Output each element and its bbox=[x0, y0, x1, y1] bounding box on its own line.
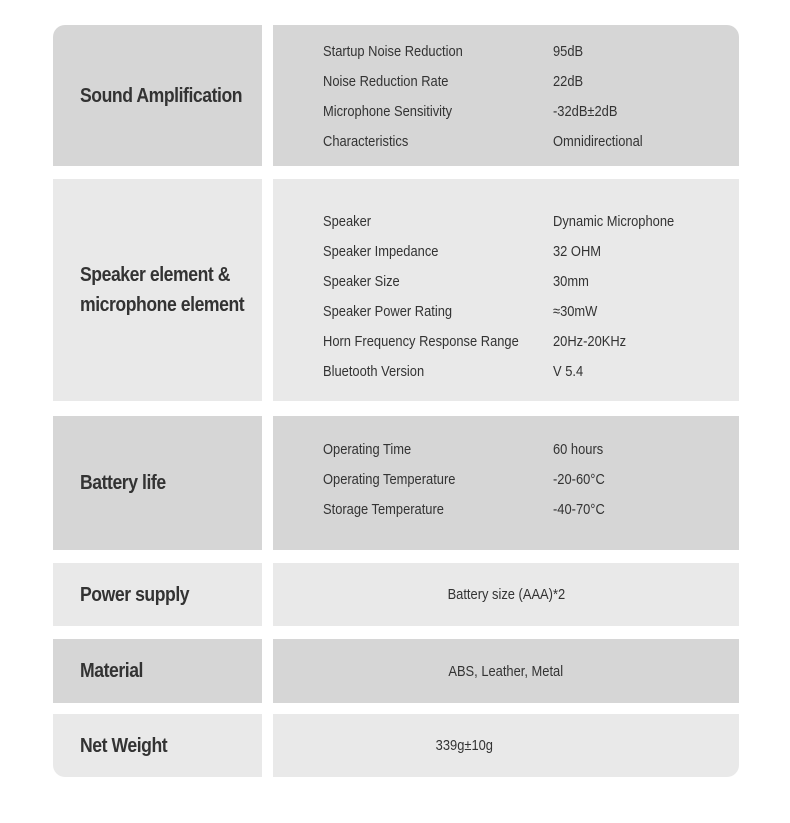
spec-value: -32dB±2dB bbox=[553, 102, 618, 120]
spec-label: Startup Noise Reduction bbox=[323, 42, 463, 60]
spec-label: Operating Time bbox=[323, 440, 412, 458]
row-header-cell bbox=[53, 25, 262, 166]
spec-label: Microphone Sensitivity bbox=[323, 102, 453, 120]
spec-value: 339g±10g bbox=[435, 737, 493, 754]
section-title: Battery life bbox=[80, 472, 166, 494]
section-title: Power supply bbox=[80, 583, 190, 606]
row-header-cell bbox=[53, 714, 262, 777]
spec-item bbox=[323, 266, 729, 296]
row-header-cell bbox=[53, 179, 262, 401]
spec-list bbox=[323, 36, 729, 156]
spec-value: ≈30mW bbox=[553, 302, 598, 320]
row-value-cell bbox=[273, 563, 739, 626]
row-header-cell bbox=[53, 563, 262, 626]
spec-value: Dynamic Microphone bbox=[553, 212, 675, 230]
spec-item bbox=[323, 326, 729, 356]
spec-label: Horn Frequency Response Range bbox=[323, 332, 519, 350]
spec-row-net-weight bbox=[53, 714, 739, 777]
spec-label: Storage Temperature bbox=[323, 500, 444, 518]
spec-value-wrap bbox=[273, 714, 739, 777]
spec-row-battery-life bbox=[53, 416, 739, 550]
spec-label: Operating Temperature bbox=[323, 470, 456, 488]
spec-row-sound-amplification bbox=[53, 25, 739, 166]
spec-row-speaker-microphone bbox=[53, 179, 739, 401]
row-value-cell bbox=[273, 416, 739, 550]
section-title-line: microphone element bbox=[80, 294, 245, 316]
section-title bbox=[80, 260, 244, 320]
spec-value: 60 hours bbox=[553, 440, 604, 458]
row-value-cell bbox=[273, 639, 739, 703]
row-value-cell bbox=[273, 25, 739, 166]
spec-label: Noise Reduction Rate bbox=[323, 72, 449, 90]
spec-list bbox=[323, 206, 729, 386]
spec-value: 22dB bbox=[553, 72, 584, 90]
spec-value: -40-70°C bbox=[553, 500, 605, 518]
spec-value: Battery size (AAA)*2 bbox=[447, 586, 565, 603]
spec-value-wrap bbox=[273, 639, 739, 703]
spec-item bbox=[323, 296, 729, 326]
row-value-cell bbox=[273, 714, 739, 777]
spec-list bbox=[323, 434, 729, 524]
spec-value-wrap bbox=[273, 563, 739, 626]
spec-value: 30mm bbox=[553, 272, 589, 290]
spec-value: V 5.4 bbox=[553, 362, 584, 380]
spec-item bbox=[323, 494, 729, 524]
spec-item bbox=[323, 356, 729, 386]
row-value-cell bbox=[273, 179, 739, 401]
spec-value: -20-60°C bbox=[553, 470, 605, 488]
spec-item bbox=[323, 464, 729, 494]
spec-value: Omnidirectional bbox=[553, 132, 643, 150]
spec-label: Speaker bbox=[323, 212, 372, 230]
spec-value: 95dB bbox=[553, 42, 584, 60]
spec-label: Speaker Impedance bbox=[323, 242, 439, 260]
section-title: Sound Amplification bbox=[80, 84, 243, 107]
row-header-cell bbox=[53, 416, 262, 550]
spec-item bbox=[323, 66, 729, 96]
spec-label: Characteristics bbox=[323, 132, 409, 150]
spec-item bbox=[323, 126, 729, 156]
spec-item bbox=[323, 96, 729, 126]
spec-label: Bluetooth Version bbox=[323, 362, 425, 380]
spec-value: 32 OHM bbox=[553, 242, 602, 260]
spec-item bbox=[323, 206, 729, 236]
spec-row-power-supply bbox=[53, 563, 739, 626]
spec-value: 20Hz-20KHz bbox=[553, 332, 627, 350]
spec-item bbox=[323, 36, 729, 66]
spec-value: ABS, Leather, Metal bbox=[448, 662, 564, 680]
section-title-line: Speaker element & bbox=[80, 264, 231, 286]
section-title: Material bbox=[80, 660, 144, 682]
spec-item bbox=[323, 434, 729, 464]
spec-label: Speaker Size bbox=[323, 272, 400, 290]
row-header-cell bbox=[53, 639, 262, 703]
spec-label: Speaker Power Rating bbox=[323, 302, 453, 320]
spec-item bbox=[323, 236, 729, 266]
section-title: Net Weight bbox=[80, 734, 168, 757]
spec-row-material bbox=[53, 639, 739, 703]
